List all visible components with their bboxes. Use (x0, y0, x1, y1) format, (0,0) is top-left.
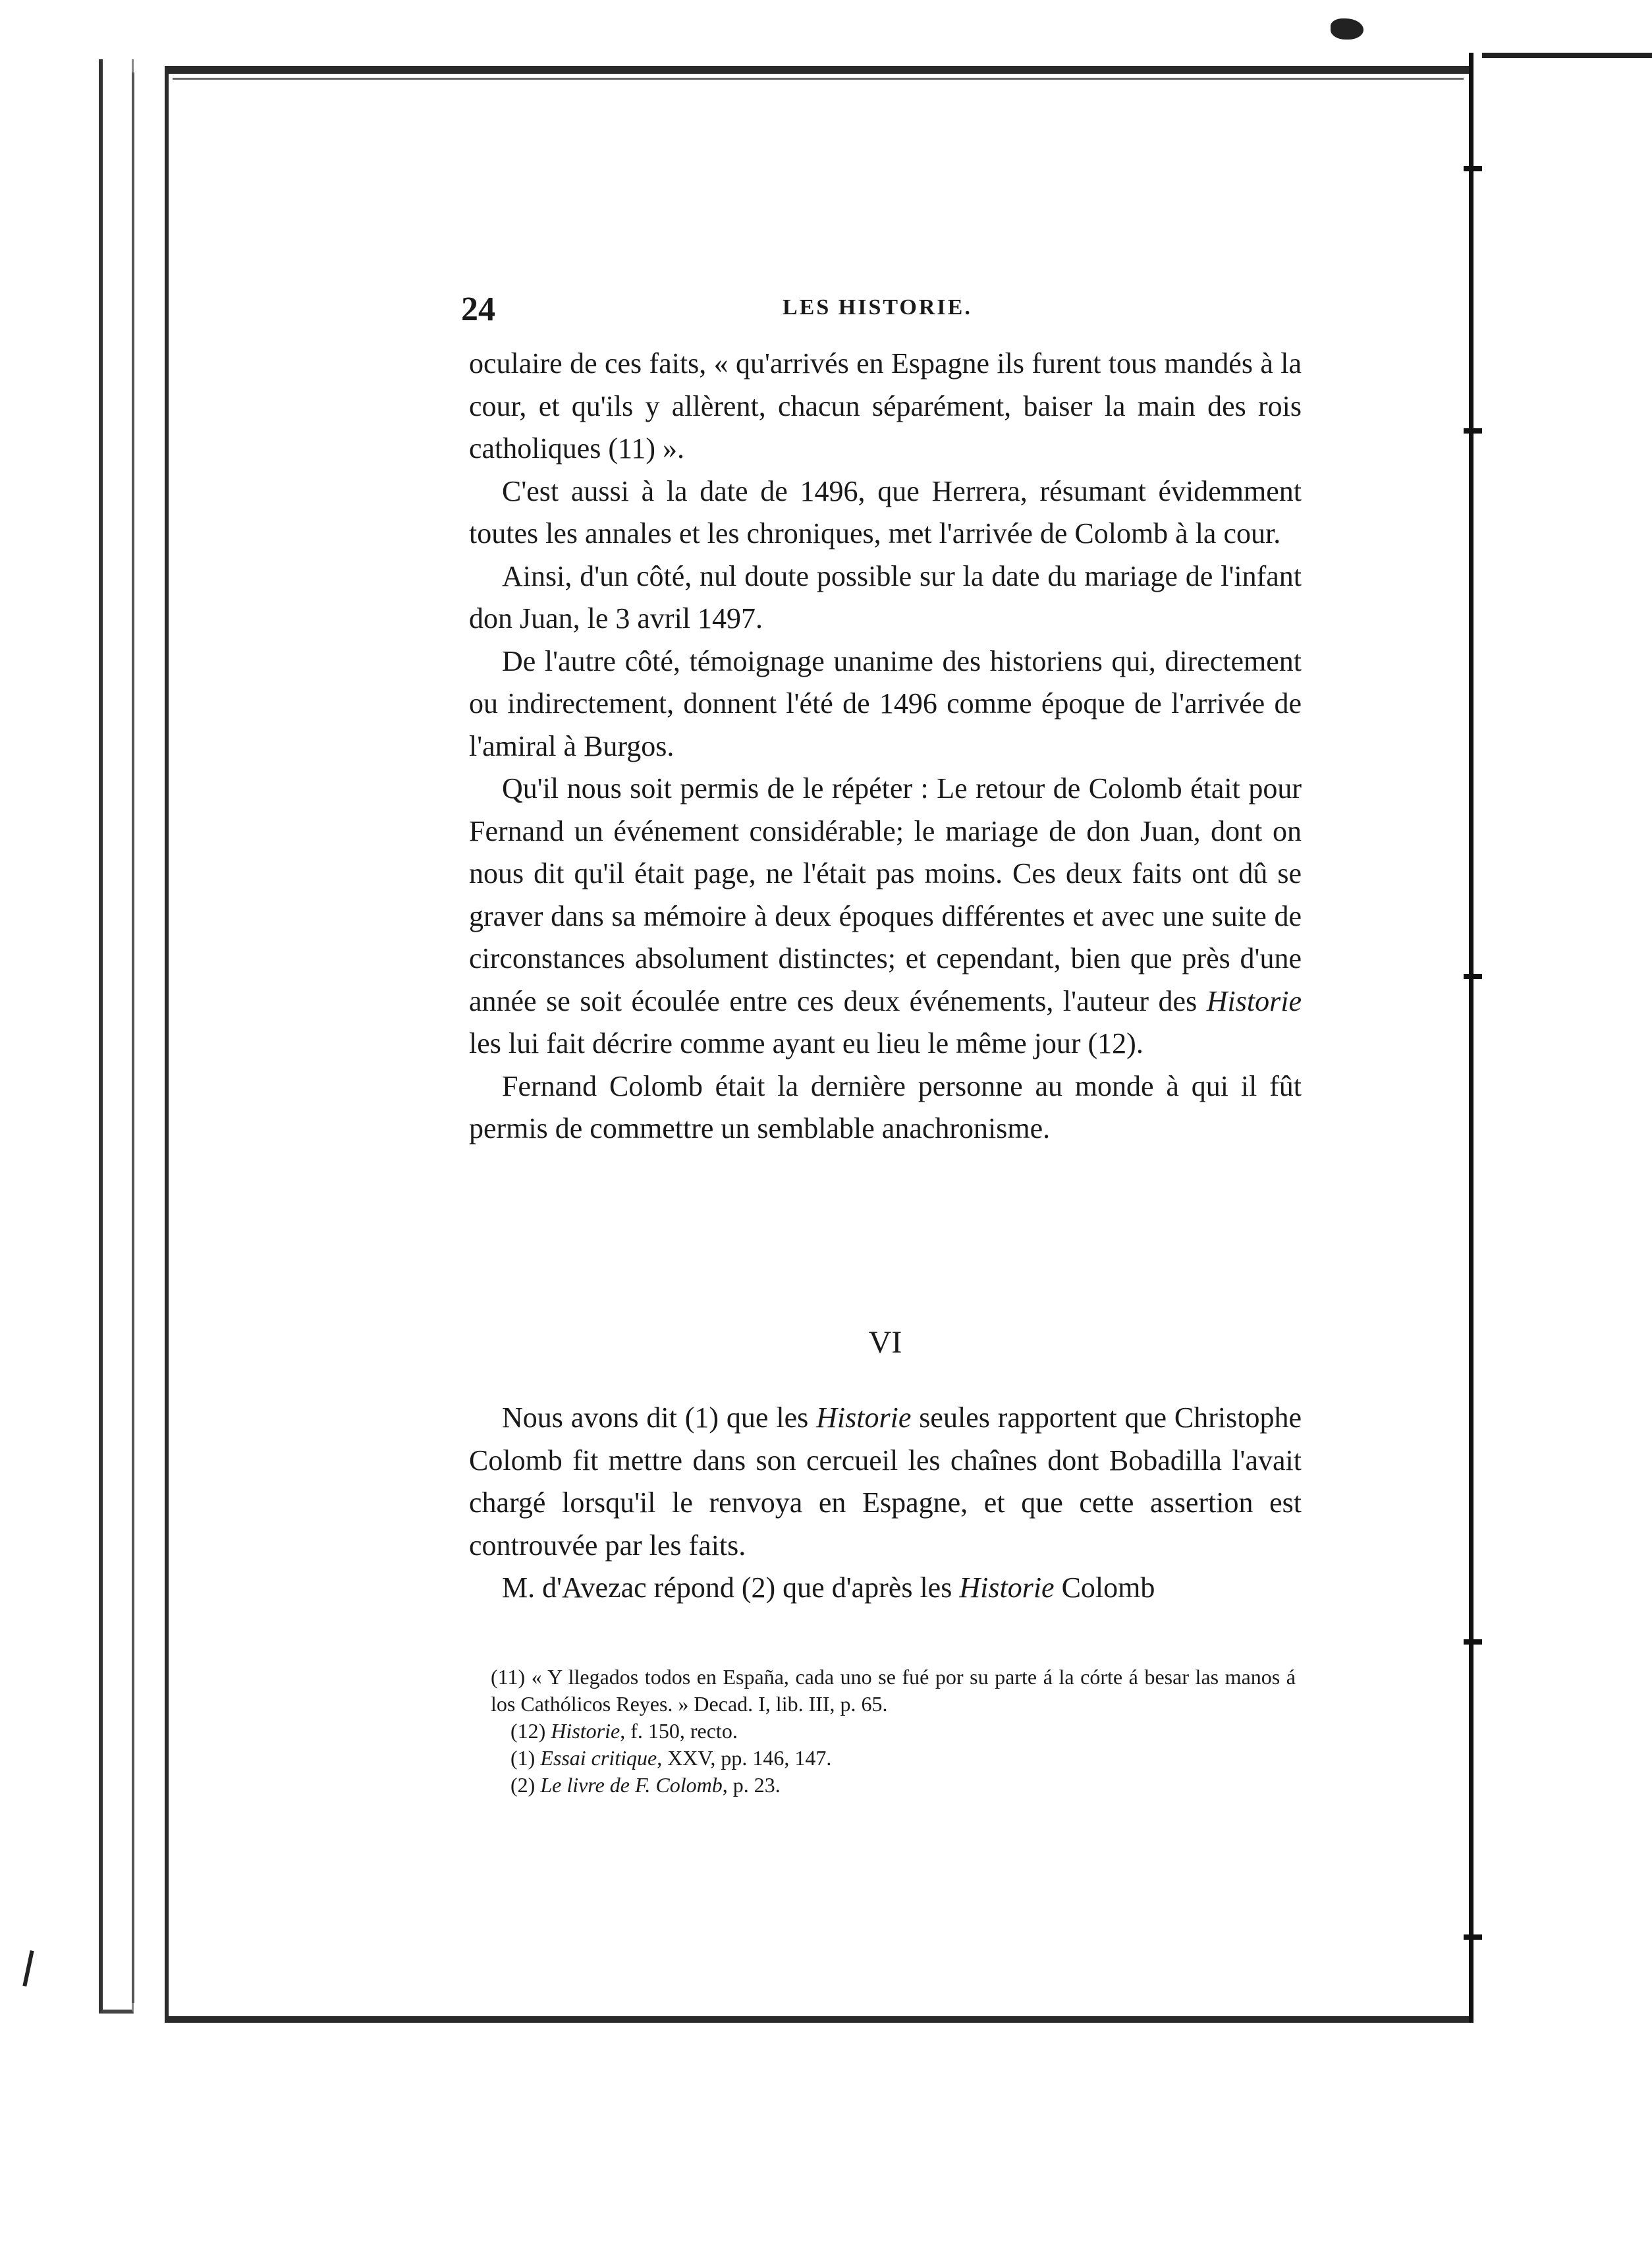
gutter-mark (1464, 166, 1482, 171)
text-span: les lui fait décrire comme ayant eu lieu le même jour (12). (469, 1027, 1143, 1059)
text-span: , XXV, pp. 146, 147. (657, 1746, 832, 1770)
text-span: Colomb (1054, 1571, 1155, 1604)
scan-mark (22, 1950, 34, 1987)
italic-title: Historie (816, 1401, 912, 1434)
footnote (491, 1745, 1296, 1772)
paragraph (469, 1397, 1302, 1567)
footnote: (11) « Y llegados todos en España, cada uno se fué por su parte á la córte á besar las manos á los Cathólicos Reyes. » Decad. I, lib. III, p. 65. (491, 1665, 1296, 1716)
section-text (469, 1397, 1302, 1610)
paragraph: Ainsi, d'un côté, nul doute possible sur la date du mariage de l'infant don Juan, le 3 avril 1497. (469, 559, 1302, 634)
footnote-number: (12) (510, 1719, 551, 1743)
text-span: , f. 150, recto. (620, 1719, 738, 1743)
page-top-rule (173, 78, 1464, 80)
gutter-mark (1464, 1639, 1482, 1645)
footnote (491, 1772, 1296, 1799)
paragraph: oculaire de ces faits, « qu'arrivés en Espagne ils furent tous mandés à la cour, et qu'ils y allèrent, chacun séparément, baiser la main des rois catholiques (11) ». (469, 347, 1302, 465)
italic-title: Historie (959, 1571, 1055, 1604)
paragraph: C'est aussi à la date de 1496, que Herrera, résumant évidemment toutes les annales et les chroniques, met l'arrivée de Colomb à la cour. (469, 474, 1302, 550)
scan-ink-blot (1331, 18, 1363, 40)
italic-title: Le livre de F. Colomb (540, 1773, 723, 1797)
italic-title: Historie (1206, 984, 1302, 1017)
main-text (469, 343, 1302, 1150)
paragraph: Fernand Colomb était la dernière personne au monde à qui il fût permis de commettre un semblable anachronisme. (469, 1069, 1302, 1144)
page-number: 24 (461, 291, 495, 328)
gutter-mark (1464, 428, 1482, 434)
facing-page-strip (1482, 53, 1652, 2028)
paragraph (469, 1567, 1302, 1610)
section-heading: VI (868, 1325, 902, 1360)
footnote (491, 1718, 1296, 1745)
footnotes (491, 1664, 1296, 1799)
text-span: seules rapportent que Christophe Colomb fit mettre dans son cercueil les chaînes dont Bobadilla l'avait chargé lorsqu'il le renvoya en Espagne, et que cette assertion est controuvée par les faits. (469, 1401, 1302, 1562)
italic-title: Essai critique (540, 1746, 657, 1770)
gutter-mark (1464, 1934, 1482, 1940)
text-span: Qu'il nous soit permis de le répéter : Le retour de Colomb était pour Fernand un événement considérable; le mariage de don Juan, dont on nous dit qu'il était page, ne l'était pas moins. Ces deux faits ont dû se graver dans sa mémoire à deux époques différentes et avec une suite de circonstances absolument distinctes; et cependant, bien que près d'une année se soit écoulée entre ces deux événements, l'auteur des (469, 772, 1302, 1017)
footnote-number: (1) (510, 1746, 541, 1770)
italic-title: Historie (551, 1719, 620, 1743)
text-span: Nous avons dit (1) que les (502, 1401, 817, 1434)
running-title: LES HISTORIE. (783, 295, 972, 320)
text-span: M. d'Avezac répond (2) que d'après les (502, 1571, 960, 1604)
gutter-mark (1464, 974, 1482, 979)
paragraph (469, 768, 1302, 1065)
paragraph: De l'autre côté, témoignage unanime des historiens qui, directement ou indirectement, donnent l'été de 1496 comme époque de l'arrivée de l'amiral à Burgos. (469, 644, 1302, 762)
scan-page-edge-left (99, 59, 134, 2014)
text-span: , p. 23. (722, 1773, 781, 1797)
footnote-number: (2) (510, 1773, 541, 1797)
